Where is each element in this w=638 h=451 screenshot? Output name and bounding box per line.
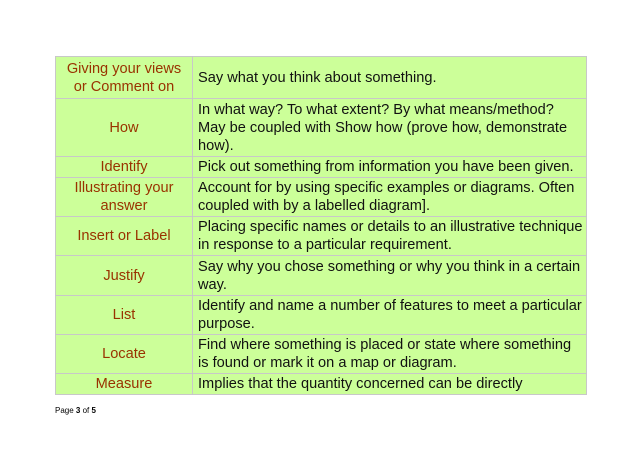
table-row <box>56 57 587 99</box>
table-row <box>56 99 587 157</box>
definition-cell: Find where something is placed or state where something is found or mark it on a map or diagram. <box>193 335 587 374</box>
term-cell: Illustrating your answer <box>56 178 193 217</box>
definition-cell: Identify and name a number of features to meet a particular purpose. <box>193 296 587 335</box>
table-row <box>56 256 587 296</box>
definition-cell: Account for by using specific examples or diagrams. Often coupled with by a labelled diagram]. <box>193 178 587 217</box>
term-cell: List <box>56 296 193 335</box>
table-row <box>56 178 587 217</box>
definition-cell: In what way? To what extent? By what means/method? May be coupled with Show how (prove how, demonstrate how). <box>193 99 587 157</box>
definition-cell: Placing specific names or details to an illustrative technique in response to a particular requirement. <box>193 217 587 256</box>
table-row <box>56 374 587 395</box>
glossary-table <box>55 56 587 395</box>
table-row <box>56 217 587 256</box>
term-cell: Identify <box>56 157 193 178</box>
definition-cell: Say why you chose something or why you think in a certain way. <box>193 256 587 296</box>
current-page: 3 <box>75 406 81 415</box>
table-row <box>56 296 587 335</box>
total-pages: 5 <box>91 406 96 415</box>
page-number-footer <box>55 406 96 415</box>
table-row <box>56 335 587 374</box>
page-separator: of <box>82 406 90 415</box>
term-cell: How <box>56 99 193 157</box>
term-cell: Locate <box>56 335 193 374</box>
definition-cell: Say what you think about something. <box>193 57 587 99</box>
term-cell: Giving your views or Comment on <box>56 57 193 99</box>
term-cell: Justify <box>56 256 193 296</box>
table-row <box>56 157 587 178</box>
page-label: Page <box>55 406 74 415</box>
definition-cell: Implies that the quantity concerned can be directly <box>193 374 587 395</box>
term-cell: Measure <box>56 374 193 395</box>
definition-cell: Pick out something from information you have been given. <box>193 157 587 178</box>
term-cell: Insert or Label <box>56 217 193 256</box>
